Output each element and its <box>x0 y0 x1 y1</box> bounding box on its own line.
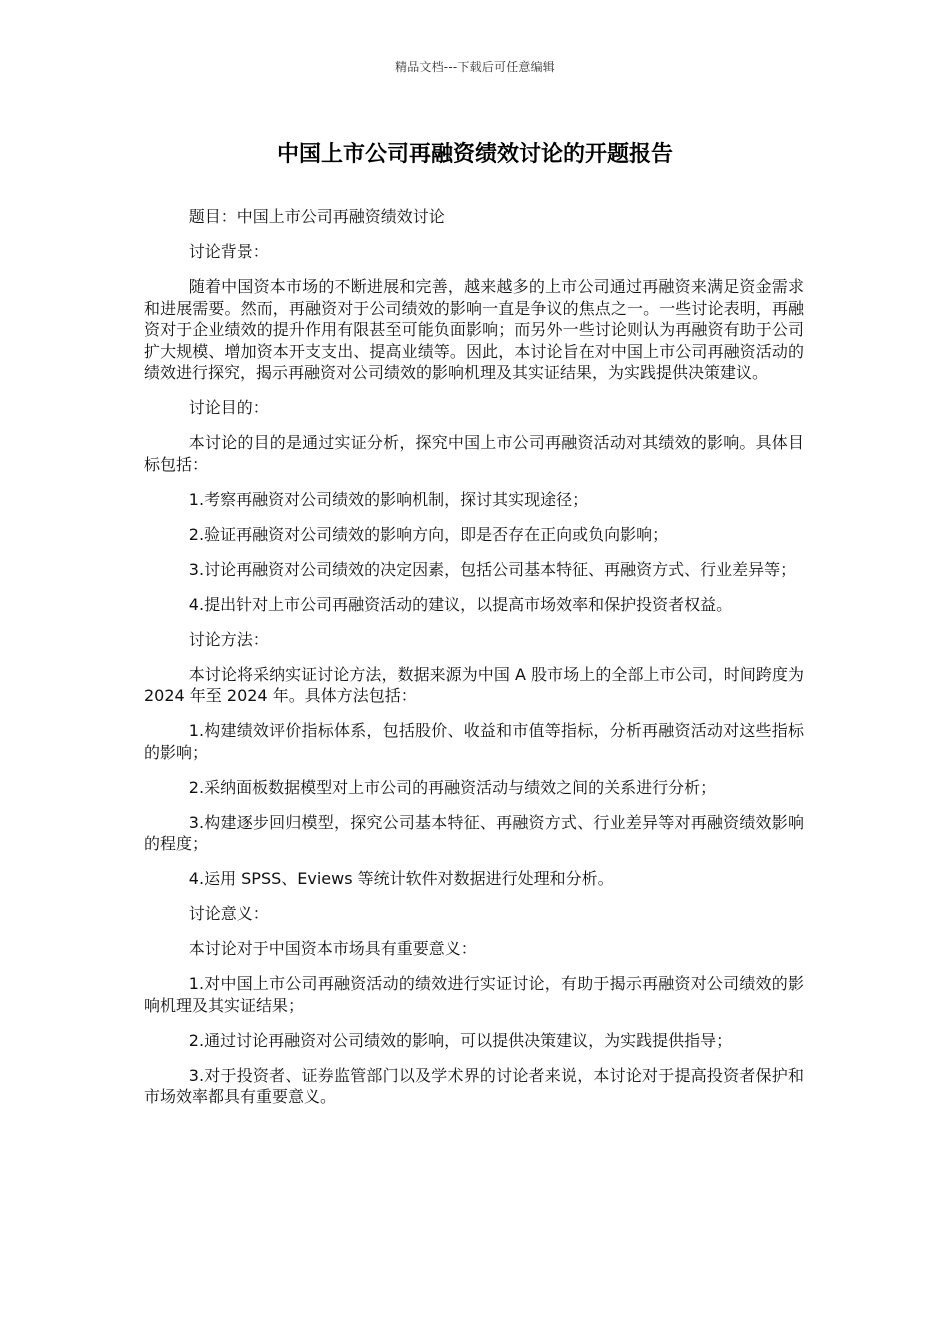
header-note: 精品文档---下载后可任意编辑 <box>395 60 555 74</box>
document-body <box>144 206 804 1121</box>
purpose-item-1: 1.考察再融资对公司绩效的影响机制，探讨其实现途径； <box>188 489 589 509</box>
method-item-3: 3.构建逐步回归模型，探究公司基本特征、再融资方式、行业差异等对再融资绩效影响的程度； <box>144 812 804 853</box>
method-item-1: 1.构建绩效评价指标体系，包括股价、收益和市值等指标，分析再融资活动对这些指标的影响； <box>144 721 804 762</box>
paragraph-topic: 题目：中国上市公司再融资绩效讨论 <box>188 207 445 226</box>
significance-item-3: 3.对于投资者、证券监管部门以及学术界的讨论者来说，本讨论对于提高投资者保护和市场效率都具有重要意义。 <box>144 1065 804 1106</box>
purpose-item-4: 4.提出针对上市公司再融资活动的建议，以提高市场效率和保护投资者权益。 <box>188 594 733 614</box>
heading-background: 讨论背景： <box>188 242 269 261</box>
paragraph-significance: 本讨论对于中国资本市场具有重要意义： <box>188 939 477 958</box>
purpose-item-3: 3.讨论再融资对公司绩效的决定因素，包括公司基本特征、再融资方式、行业差异等； <box>188 559 797 579</box>
heading-purpose: 讨论目的： <box>188 398 269 417</box>
significance-item-2: 2.通过讨论再融资对公司绩效的影响，可以提供决策建议，为实践提供指导； <box>188 1030 733 1050</box>
paragraph-method: 本讨论将采纳实证讨论方法，数据来源为中国 A 股市场上的全部上市公司，时间跨度为 2024 年至 2024 年。具体方法包括： <box>144 664 804 705</box>
significance-item-1: 1.对中国上市公司再融资活动的绩效进行实证讨论，有助于揭示再融资对公司绩效的影响机理及其实证结果； <box>144 974 804 1015</box>
method-item-4: 4.运用 SPSS、Eviews 等统计软件对数据进行处理和分析。 <box>188 869 614 888</box>
method-item-2: 2.采纳面板数据模型对上市公司的再融资活动与绩效之间的关系进行分析； <box>188 777 717 797</box>
document-title: 中国上市公司再融资绩效讨论的开题报告 <box>276 142 673 167</box>
paragraph-background: 随着中国资本市场的不断进展和完善，越来越多的上市公司通过再融资来满足资金需求和进展需要。然而，再融资对于公司绩效的影响一直是争议的焦点之一。一些讨论表明，再融资对于企业绩效的提升作用有限甚至可能负面影响；而另外一些讨论则认为再融资有助于公司扩大规模、增加资本开支支出、提高业绩等。因此，本讨论旨在对中国上市公司再融资活动的绩效进行探究，揭示再融资对公司绩效的影响机理及其实证结果，为实践提供决策建议。 <box>144 277 804 382</box>
heading-significance: 讨论意义： <box>188 904 269 923</box>
heading-method: 讨论方法： <box>188 629 269 649</box>
paragraph-purpose: 本讨论的目的是通过实证分析，探究中国上市公司再融资活动对其绩效的影响。具体目标包括： <box>144 433 804 474</box>
purpose-item-2: 2.验证再融资对公司绩效的影响方向，即是否存在正向或负向影响； <box>188 524 669 544</box>
